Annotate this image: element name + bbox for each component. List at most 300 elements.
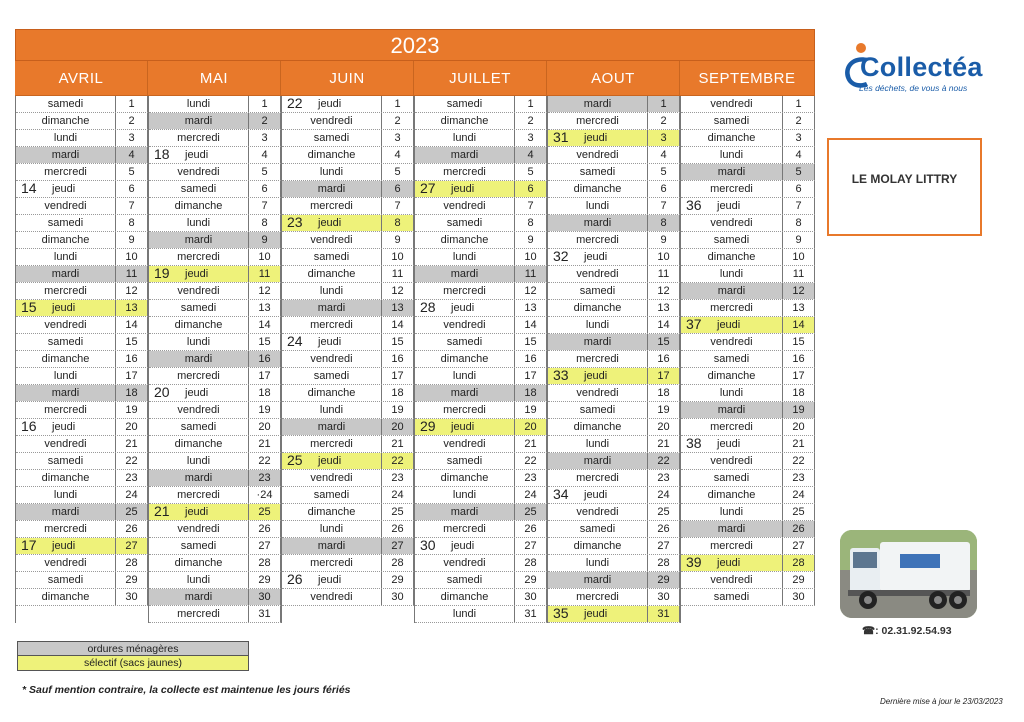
- day-name-text: lundi: [53, 132, 78, 144]
- day-name-text: jeudi: [52, 421, 76, 433]
- day-number: 25: [648, 504, 680, 520]
- day-name-text: dimanche: [573, 540, 622, 552]
- day-name: [681, 215, 783, 231]
- day-row: [548, 589, 680, 606]
- day-row: [548, 232, 680, 249]
- day-row-selective: [16, 300, 148, 317]
- day-name: [16, 317, 116, 333]
- day-row-selective: [149, 266, 281, 283]
- day-name-text: mardi: [184, 472, 213, 484]
- day-name-text: jeudi: [717, 319, 741, 331]
- day-row: [282, 504, 414, 521]
- day-name-text: lundi: [186, 336, 211, 348]
- day-name: [16, 368, 116, 384]
- day-row: [415, 538, 547, 555]
- day-row-household: [415, 385, 547, 402]
- day-row-household: [681, 521, 815, 538]
- day-name-text: mercredi: [177, 132, 220, 144]
- day-number: 14: [515, 317, 547, 333]
- day-name-text: lundi: [186, 455, 211, 467]
- day-number: 31: [648, 606, 680, 622]
- day-name-text: mardi: [184, 234, 213, 246]
- day-name-text: lundi: [719, 506, 744, 518]
- day-row-household: [149, 351, 281, 368]
- day-row: [548, 402, 680, 419]
- day-name-text: jeudi: [185, 387, 209, 399]
- day-number: 7: [116, 198, 148, 214]
- day-number: 6: [515, 181, 547, 197]
- day-name-text: mercredi: [310, 557, 353, 569]
- day-number: 13: [648, 300, 680, 316]
- day-name: [149, 266, 249, 282]
- day-number: 1: [783, 96, 815, 112]
- week-number: 14: [21, 180, 37, 196]
- day-number: 4: [249, 147, 281, 163]
- day-number: 20: [648, 419, 680, 435]
- day-row: [16, 249, 148, 266]
- day-name-text: samedi: [446, 574, 483, 586]
- day-number: 5: [648, 164, 680, 180]
- day-row: [282, 368, 414, 385]
- day-name-text: mardi: [717, 166, 746, 178]
- day-name-text: mercredi: [710, 421, 753, 433]
- day-name: [282, 487, 382, 503]
- day-number: 26: [515, 521, 547, 537]
- day-name: [16, 266, 116, 282]
- day-row-selective: [548, 606, 680, 623]
- day-row: [16, 232, 148, 249]
- day-name: [681, 555, 783, 571]
- day-name: [548, 555, 648, 571]
- day-name-text: dimanche: [707, 370, 756, 382]
- day-number: 5: [382, 164, 414, 180]
- day-number: 21: [382, 436, 414, 452]
- logo-name: Collectéa: [860, 52, 983, 82]
- day-row-household: [282, 419, 414, 436]
- day-number: 4: [116, 147, 148, 163]
- day-name: [415, 283, 515, 299]
- day-name-text: mardi: [184, 115, 213, 127]
- day-number: 13: [116, 300, 148, 316]
- year-header: 2023: [15, 29, 815, 61]
- day-row: [16, 419, 148, 436]
- day-name-text: lundi: [719, 268, 744, 280]
- day-row: [681, 436, 815, 453]
- day-name-text: lundi: [452, 370, 477, 382]
- day-name: [681, 113, 783, 129]
- day-name-text: dimanche: [440, 353, 489, 365]
- day-row-selective: [681, 555, 815, 572]
- day-name-text: jeudi: [52, 540, 76, 552]
- day-name: [415, 470, 515, 486]
- day-name-text: mercredi: [710, 183, 753, 195]
- day-name-text: dimanche: [707, 251, 756, 263]
- day-row: [16, 181, 148, 198]
- day-name-text: lundi: [452, 251, 477, 263]
- day-number: 24: [515, 487, 547, 503]
- day-name-text: mardi: [317, 540, 346, 552]
- week-number: 30: [420, 537, 436, 553]
- day-name: [149, 198, 249, 214]
- day-name-text: jeudi: [318, 217, 342, 229]
- day-name: [548, 130, 648, 146]
- day-name: [16, 453, 116, 469]
- day-number: 1: [116, 96, 148, 112]
- day-name: [16, 487, 116, 503]
- day-name: [415, 453, 515, 469]
- day-row: [282, 317, 414, 334]
- day-name-text: vendredi: [44, 438, 87, 450]
- day-name-text: lundi: [186, 217, 211, 229]
- day-name-text: lundi: [53, 489, 78, 501]
- day-number: 5: [515, 164, 547, 180]
- day-name: [681, 266, 783, 282]
- day-name: [548, 385, 648, 401]
- day-name: [681, 249, 783, 265]
- day-name-text: vendredi: [710, 336, 753, 348]
- day-name-text: lundi: [319, 523, 344, 535]
- day-row: [16, 130, 148, 147]
- day-name: [415, 521, 515, 537]
- week-number: 27: [420, 180, 436, 196]
- day-name-text: vendredi: [576, 268, 619, 280]
- day-name-text: vendredi: [576, 149, 619, 161]
- day-row: [415, 232, 547, 249]
- day-number: 30: [249, 589, 281, 605]
- day-name-text: samedi: [313, 370, 350, 382]
- day-row: [415, 317, 547, 334]
- day-name: [415, 368, 515, 384]
- day-name: [415, 419, 515, 435]
- day-row: [548, 351, 680, 368]
- day-name-text: dimanche: [573, 302, 622, 314]
- day-row: [149, 487, 281, 504]
- day-row: [149, 147, 281, 164]
- day-row: [149, 538, 281, 555]
- day-row: [149, 606, 281, 623]
- day-name-text: mardi: [583, 217, 612, 229]
- day-name: [548, 147, 648, 163]
- day-number: 18: [116, 385, 148, 401]
- day-name: [548, 300, 648, 316]
- day-name-text: jeudi: [52, 302, 76, 314]
- day-number: 8: [515, 215, 547, 231]
- day-row: [282, 147, 414, 164]
- day-name: [415, 181, 515, 197]
- day-name-text: samedi: [446, 455, 483, 467]
- day-number: 15: [783, 334, 815, 350]
- day-number: 11: [249, 266, 281, 282]
- empty-row: [681, 606, 815, 623]
- day-row-household: [548, 572, 680, 589]
- day-row: [16, 215, 148, 232]
- week-number: 32: [553, 248, 569, 264]
- day-row: [16, 164, 148, 181]
- day-number: 12: [515, 283, 547, 299]
- last-updated: Dernière mise à jour le 23/03/2023: [880, 697, 1003, 706]
- day-name: [149, 453, 249, 469]
- day-name: [16, 572, 116, 588]
- day-name-text: mardi: [51, 149, 80, 161]
- day-row-household: [282, 538, 414, 555]
- day-number: 11: [648, 266, 680, 282]
- day-name: [548, 589, 648, 605]
- day-row: [282, 385, 414, 402]
- day-name: [548, 402, 648, 418]
- day-name: [548, 113, 648, 129]
- day-row: [149, 96, 281, 113]
- day-row: [16, 317, 148, 334]
- day-number: 27: [382, 538, 414, 554]
- day-name: [548, 283, 648, 299]
- day-name: [548, 606, 648, 622]
- day-number: 22: [515, 453, 547, 469]
- day-number: 23: [783, 470, 815, 486]
- week-number: 29: [420, 418, 436, 434]
- day-row: [681, 351, 815, 368]
- day-number: 10: [783, 249, 815, 265]
- day-row: [415, 589, 547, 606]
- day-name-text: dimanche: [440, 472, 489, 484]
- day-name: [282, 130, 382, 146]
- day-row: [415, 334, 547, 351]
- day-number: 9: [648, 232, 680, 248]
- day-row-household: [681, 283, 815, 300]
- day-number: 22: [116, 453, 148, 469]
- day-name: [149, 572, 249, 588]
- day-name-text: samedi: [579, 285, 616, 297]
- day-row: [149, 521, 281, 538]
- day-name-text: vendredi: [310, 353, 353, 365]
- day-name-text: jeudi: [318, 455, 342, 467]
- day-row-selective: [282, 215, 414, 232]
- day-name: [681, 572, 783, 588]
- day-row: [548, 164, 680, 181]
- collectea-logo: [838, 40, 988, 95]
- day-name: [16, 147, 116, 163]
- day-name-text: vendredi: [177, 166, 220, 178]
- day-number: 9: [249, 232, 281, 248]
- day-name-text: jeudi: [717, 200, 741, 212]
- day-row: [149, 368, 281, 385]
- day-name-text: lundi: [585, 200, 610, 212]
- day-number: 23: [249, 470, 281, 486]
- day-name-text: jeudi: [717, 438, 741, 450]
- day-name: [681, 521, 783, 537]
- week-number: 26: [287, 571, 303, 587]
- day-name-text: lundi: [186, 574, 211, 586]
- day-name-text: mardi: [583, 455, 612, 467]
- day-row-household: [149, 232, 281, 249]
- day-row: [415, 555, 547, 572]
- day-row-selective: [548, 368, 680, 385]
- day-number: 16: [116, 351, 148, 367]
- day-number: 21: [648, 436, 680, 452]
- day-row: [681, 249, 815, 266]
- day-name: [149, 113, 249, 129]
- day-name-text: samedi: [713, 234, 750, 246]
- day-name-text: mardi: [184, 353, 213, 365]
- day-name: [415, 266, 515, 282]
- day-row: [149, 572, 281, 589]
- day-name-text: jeudi: [451, 421, 475, 433]
- day-name: [681, 130, 783, 146]
- day-number: 4: [648, 147, 680, 163]
- day-name: [548, 453, 648, 469]
- day-name-text: samedi: [446, 336, 483, 348]
- day-row: [16, 334, 148, 351]
- day-name: [282, 385, 382, 401]
- day-row: [149, 249, 281, 266]
- day-number: 7: [648, 198, 680, 214]
- day-name: [548, 521, 648, 537]
- day-name: [149, 487, 249, 503]
- day-row: [415, 283, 547, 300]
- day-name: [149, 470, 249, 486]
- day-name: [415, 555, 515, 571]
- day-name-text: dimanche: [307, 149, 356, 161]
- day-row-household: [16, 385, 148, 402]
- month-column: [547, 61, 680, 623]
- day-name-text: samedi: [47, 574, 84, 586]
- day-name-text: vendredi: [44, 319, 87, 331]
- day-row-selective: [149, 504, 281, 521]
- day-name-text: lundi: [719, 149, 744, 161]
- day-row: [548, 504, 680, 521]
- day-name-text: lundi: [585, 438, 610, 450]
- day-number: 12: [116, 283, 148, 299]
- week-number: 39: [686, 554, 702, 570]
- day-name-text: dimanche: [707, 132, 756, 144]
- day-number: 7: [783, 198, 815, 214]
- day-name-text: mercredi: [576, 472, 619, 484]
- day-row: [149, 130, 281, 147]
- day-number: 2: [515, 113, 547, 129]
- day-number: 12: [382, 283, 414, 299]
- month-column: [680, 61, 815, 623]
- day-number: 21: [249, 436, 281, 452]
- day-row: [282, 283, 414, 300]
- day-row: [415, 351, 547, 368]
- day-row: [548, 436, 680, 453]
- day-row-household: [149, 470, 281, 487]
- week-number: 24: [287, 333, 303, 349]
- day-number: 16: [648, 351, 680, 367]
- day-name-text: jeudi: [318, 336, 342, 348]
- week-number: 25: [287, 452, 303, 468]
- day-name: [149, 538, 249, 554]
- day-name-text: jeudi: [318, 574, 342, 586]
- day-row: [548, 113, 680, 130]
- day-name-text: mercredi: [177, 608, 220, 620]
- day-name-text: mardi: [317, 183, 346, 195]
- day-row: [149, 402, 281, 419]
- day-row: [548, 181, 680, 198]
- day-name-text: vendredi: [443, 438, 486, 450]
- week-number: 16: [21, 418, 37, 434]
- day-name-text: mercredi: [576, 234, 619, 246]
- day-number: 2: [648, 113, 680, 129]
- day-name-text: dimanche: [307, 387, 356, 399]
- day-name: [149, 606, 249, 622]
- day-name-text: samedi: [579, 404, 616, 416]
- day-number: 12: [249, 283, 281, 299]
- empty-row: [16, 606, 148, 623]
- day-name: [282, 147, 382, 163]
- day-name-text: mardi: [184, 591, 213, 603]
- day-name-text: dimanche: [707, 489, 756, 501]
- day-number: 22: [648, 453, 680, 469]
- day-name-text: samedi: [446, 98, 483, 110]
- day-name-text: samedi: [47, 455, 84, 467]
- day-number: 9: [382, 232, 414, 248]
- day-row: [16, 368, 148, 385]
- day-name: [415, 164, 515, 180]
- day-name-text: dimanche: [174, 200, 223, 212]
- day-row: [681, 266, 815, 283]
- day-name: [282, 300, 382, 316]
- empty-row: [282, 606, 414, 623]
- day-row: [681, 147, 815, 164]
- day-number: 21: [783, 436, 815, 452]
- day-row: [16, 555, 148, 572]
- month-column: [148, 61, 281, 623]
- legend-selective-yellow-bags: sélectif (sacs jaunes): [17, 656, 249, 671]
- day-name-text: vendredi: [177, 523, 220, 535]
- day-name: [149, 147, 249, 163]
- day-number: 8: [382, 215, 414, 231]
- day-number: 6: [249, 181, 281, 197]
- day-name-text: jeudi: [185, 506, 209, 518]
- day-row: [282, 96, 414, 113]
- day-row: [149, 385, 281, 402]
- day-number: 16: [382, 351, 414, 367]
- day-name: [681, 283, 783, 299]
- day-name: [681, 232, 783, 248]
- day-number: 23: [648, 470, 680, 486]
- day-name: [149, 504, 249, 520]
- day-row-household: [16, 147, 148, 164]
- day-name: [415, 334, 515, 350]
- day-name-text: jeudi: [185, 268, 209, 280]
- day-name-text: samedi: [313, 132, 350, 144]
- week-number: 15: [21, 299, 37, 315]
- day-name-text: dimanche: [41, 234, 90, 246]
- day-number: 20: [515, 419, 547, 435]
- holiday-note: * Sauf mention contraire, la collecte est maintenue les jours fériés: [22, 684, 351, 696]
- day-name-text: jeudi: [584, 489, 608, 501]
- day-row: [282, 130, 414, 147]
- day-name: [16, 504, 116, 520]
- day-name: [282, 249, 382, 265]
- day-row: [16, 283, 148, 300]
- day-number: 25: [783, 504, 815, 520]
- day-number: 28: [249, 555, 281, 571]
- day-name: [681, 538, 783, 554]
- day-name-text: dimanche: [573, 183, 622, 195]
- day-name-text: mercredi: [576, 115, 619, 127]
- day-number: 6: [648, 181, 680, 197]
- day-number: 7: [382, 198, 414, 214]
- day-row-household: [415, 504, 547, 521]
- day-name: [149, 419, 249, 435]
- day-number: 4: [382, 147, 414, 163]
- month-header: AOUT: [547, 61, 680, 96]
- day-row: [415, 96, 547, 113]
- day-number: 27: [116, 538, 148, 554]
- day-row: [681, 419, 815, 436]
- day-name-text: vendredi: [310, 115, 353, 127]
